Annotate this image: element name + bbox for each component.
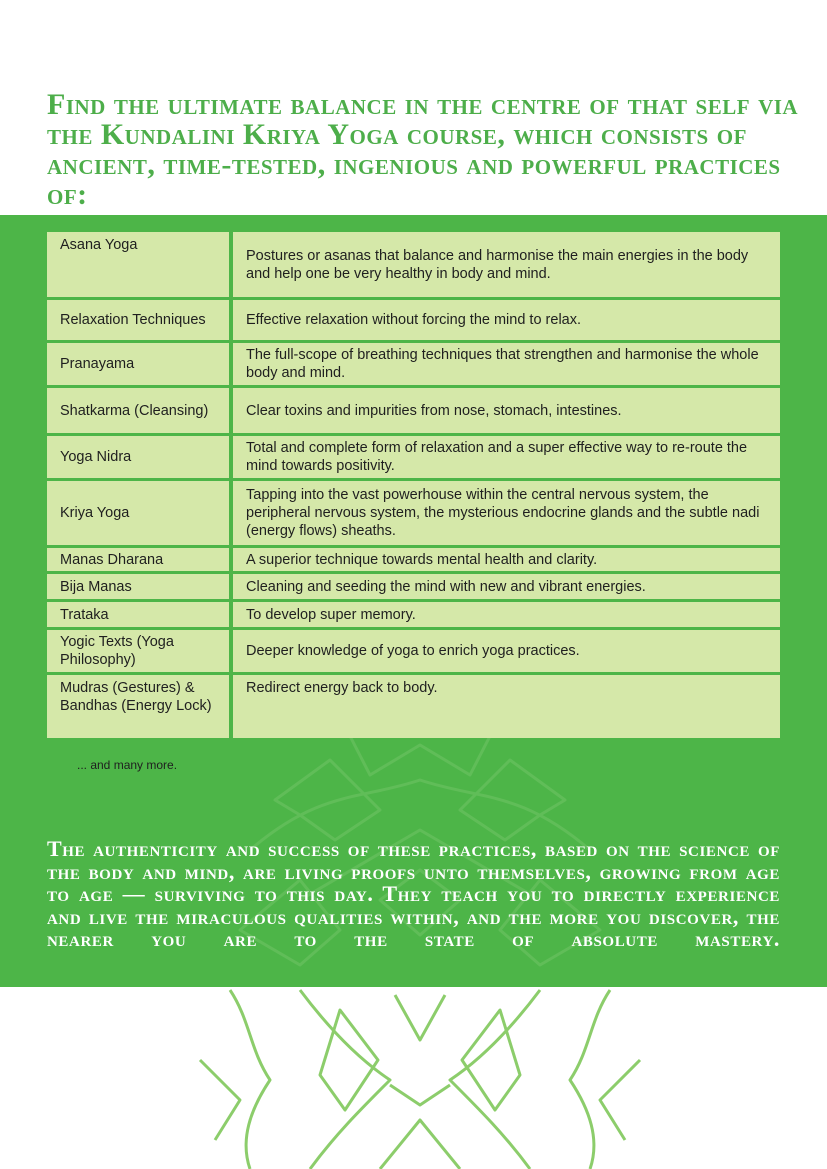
practices-table	[47, 232, 780, 738]
practice-name: Manas Dharana	[47, 548, 233, 574]
practice-description: To develop super memory.	[233, 602, 780, 630]
practice-description: Redirect energy back to body.	[233, 675, 780, 738]
practice-name: Asana Yoga	[47, 232, 233, 300]
practice-name: Bija Manas	[47, 574, 233, 602]
practice-name: Yoga Nidra	[47, 436, 233, 481]
more-practices-note: ... and many more.	[77, 758, 178, 772]
table-row	[47, 232, 780, 300]
practice-name: Trataka	[47, 602, 233, 630]
page-heading: Find the ultimate balance in the centre of that self via the Kundalini Kriya Yoga course, which consists of ancient, time-tested, ingenious and powerful practices of:	[47, 88, 799, 211]
table-row	[47, 630, 780, 675]
practice-name: Pranayama	[47, 343, 233, 388]
table-row	[47, 436, 780, 481]
table-row	[47, 675, 780, 738]
practice-name: Relaxation Techniques	[47, 300, 233, 343]
table-row	[47, 574, 780, 602]
closing-statement: The authenticity and success of these practices, based on the science of the body and mind, are living proofs unto themselves, growing from age to age — surviving to this day. They teach you to directly experience and live the miraculous qualities within, and the more you discover, the nearer you are to the state of absolute mastery.	[47, 836, 780, 951]
practice-name: Kriya Yoga	[47, 481, 233, 548]
table-row	[47, 300, 780, 343]
table-row	[47, 602, 780, 630]
practice-description: Postures or asanas that balance and harmonise the main energies in the body and help one be very healthy in body and mind.	[233, 232, 780, 300]
practice-description: Cleaning and seeding the mind with new and vibrant energies.	[233, 574, 780, 602]
practice-description: Tapping into the vast powerhouse within the central nervous system, the peripheral nervous system, the mysterious endocrine glands and the subtle nadi (energy flows) sheaths.	[233, 481, 780, 548]
practice-name: Yogic Texts (Yoga Philosophy)	[47, 630, 233, 675]
practice-description: A superior technique towards mental health and clarity.	[233, 548, 780, 574]
practice-description: Effective relaxation without forcing the mind to relax.	[233, 300, 780, 343]
practice-description: The full-scope of breathing techniques that strengthen and harmonise the whole body and mind.	[233, 343, 780, 388]
practice-name: Mudras (Gestures) & Bandhas (Energy Lock)	[47, 675, 233, 738]
table-row	[47, 481, 780, 548]
practice-description: Clear toxins and impurities from nose, stomach, intestines.	[233, 388, 780, 436]
table-row	[47, 343, 780, 388]
practice-description: Total and complete form of relaxation and a super effective way to re-route the mind towards positivity.	[233, 436, 780, 481]
table-row	[47, 388, 780, 436]
table-row	[47, 548, 780, 574]
practice-name: Shatkarma (Cleansing)	[47, 388, 233, 436]
practice-description: Deeper knowledge of yoga to enrich yoga practices.	[233, 630, 780, 675]
